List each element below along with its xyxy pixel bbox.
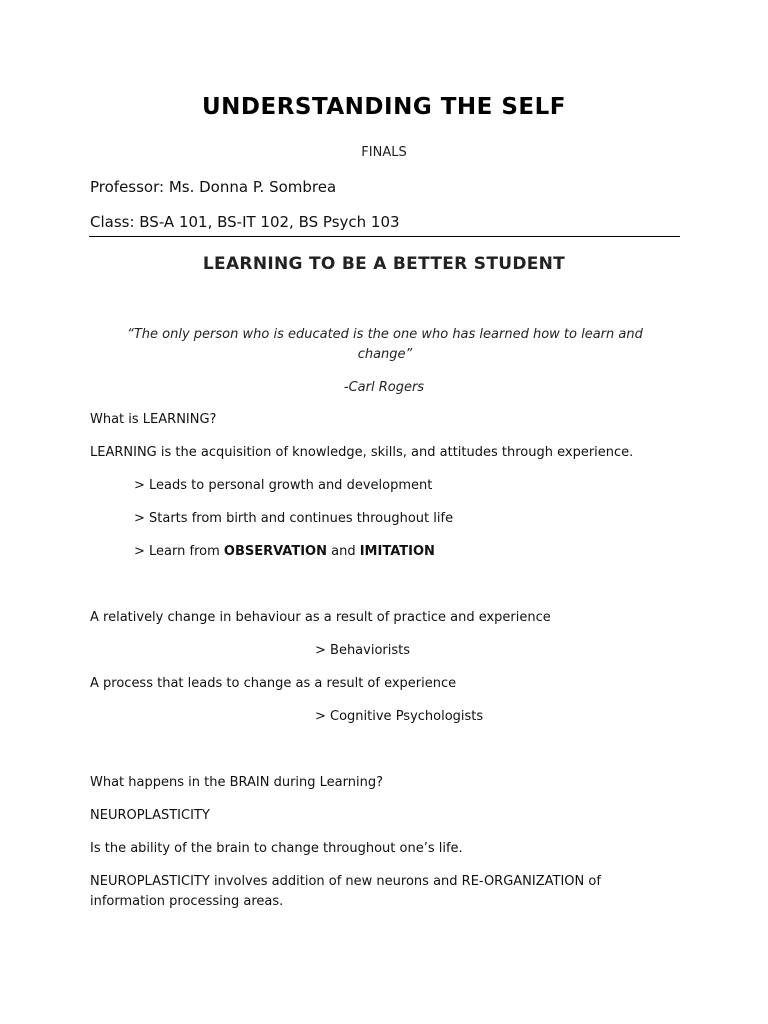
bullet-mid: and xyxy=(326,544,360,559)
professor-line: Professor: Ms. Donna P. Sombrea xyxy=(90,178,337,196)
header-divider xyxy=(89,236,680,237)
behaviorists-label: > Behaviorists xyxy=(315,643,411,658)
bold-imitation: IMITATION xyxy=(359,544,435,559)
question-learning: What is LEARNING? xyxy=(90,412,217,427)
neuroplasticity-definition: Is the ability of the brain to change throughout one’s life. xyxy=(90,841,463,856)
quote-text: “The only person who is educated is the one who has learned how to learn and change” xyxy=(127,327,643,362)
bold-observation: OBSERVATION xyxy=(223,544,327,559)
question-brain: What happens in the BRAIN during Learning? xyxy=(90,775,384,790)
document-title: UNDERSTANDING THE SELF xyxy=(201,94,567,120)
bullet-prefix: > Learn from xyxy=(134,544,224,559)
cognitive-definition: A process that leads to change as a result of experience xyxy=(90,676,457,691)
quote-author: -Carl Rogers xyxy=(343,380,425,395)
behaviorist-definition: A relatively change in behaviour as a result of practice and experience xyxy=(90,610,551,625)
section-title: LEARNING TO BE A BETTER STUDENT xyxy=(202,254,566,274)
document-subtitle: FINALS xyxy=(361,145,407,160)
neuroplasticity-detail: NEUROPLASTICITY involves addition of new neurons and RE-ORGANIZATION of information processing areas. xyxy=(90,874,601,909)
learning-definition: LEARNING is the acquisition of knowledge, skills, and attitudes through experience. xyxy=(90,445,634,460)
bullet-birth-throughout-life: > Starts from birth and continues throughout life xyxy=(134,511,454,526)
neuroplasticity-heading: NEUROPLASTICITY xyxy=(90,808,210,823)
bullet-personal-growth: > Leads to personal growth and development xyxy=(134,478,433,493)
class-line: Class: BS-A 101, BS-IT 102, BS Psych 103 xyxy=(90,213,400,231)
bullet-observation-imitation xyxy=(134,544,435,559)
cognitive-label: > Cognitive Psychologists xyxy=(315,709,484,724)
